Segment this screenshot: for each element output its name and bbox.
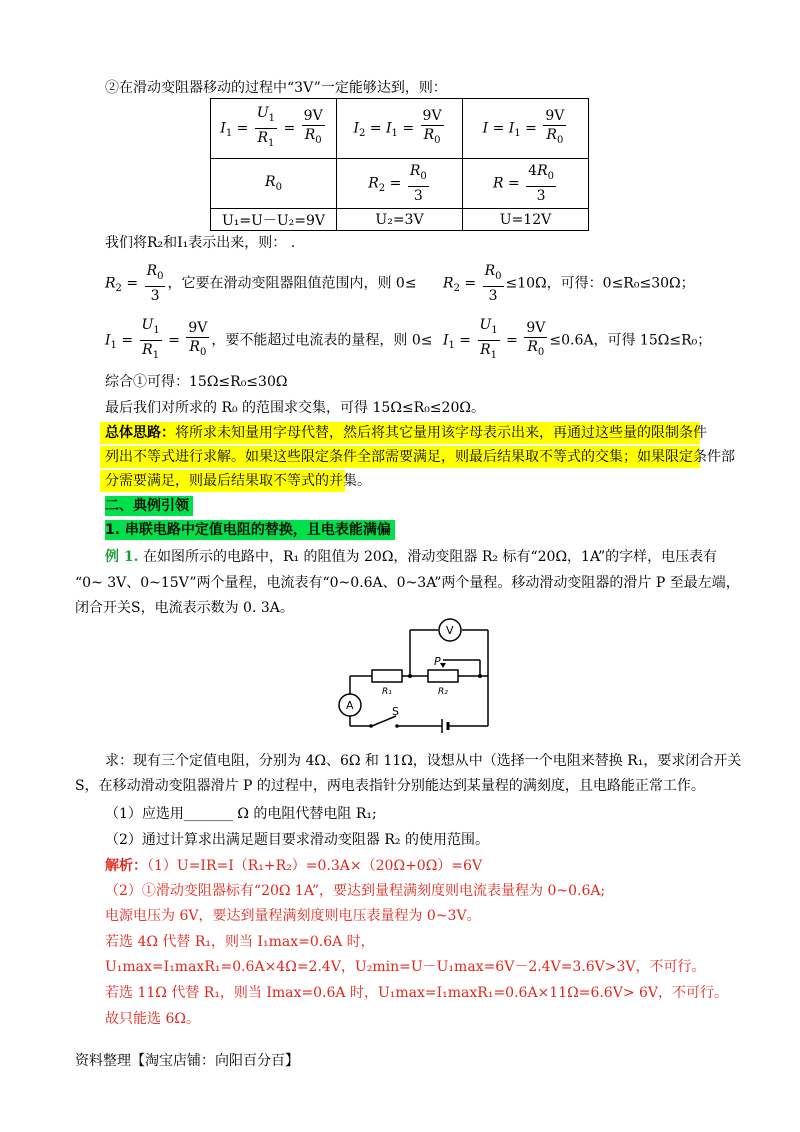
r2-mid: ，它要在滑动变阻器阻值范围内，则 0≤: [167, 275, 417, 292]
solution-line-2: （2）①滑动变阻器标有“20Ω 1A”，要达到量程满刻度则电流表量程为 0~0.6A;: [105, 883, 606, 899]
combine1: 综合①可得：15Ω≤R₀≤30Ω: [105, 374, 288, 390]
summary-line-3: 分需要满足，则最后结果取不等式的并集。: [105, 473, 371, 489]
switch-label: S: [392, 705, 399, 718]
example-line-1: [105, 547, 717, 567]
solution-label: 解析：: [105, 858, 147, 874]
slider-arrow: [440, 663, 446, 668]
r2-tail: ≤10Ω，可得：0≤R₀≤30Ω；: [505, 275, 695, 292]
i1-line: $I_1$ = $\frac{U_1}{R_1}$ = $\frac{9V}{R_0}$ ，要不能超过电流表的量程，则 $0\le I_1$ = $\frac{U_1}{R_1}$ = $\frac{9V}{R_0}$ ≤0.6A，可得 15Ω≤R₀；: [105, 317, 712, 361]
footer: 资料整理【淘宝店铺：向阳百分百】: [75, 1053, 299, 1069]
question-1: （1）应选用_______ Ω 的电阻代替电阻 R₁;: [105, 806, 377, 822]
ammeter-label: A: [346, 699, 354, 712]
table-cell: $R_0$: [211, 159, 337, 209]
derivation-table: [210, 98, 589, 231]
table-cell: U₂=3V: [337, 209, 463, 231]
example-line-3: 闭合开关S，电流表示数为 0. 3A。: [75, 600, 294, 616]
solution-line-6: 若选 11Ω 代替 R₁，则当 Imax=0.6A 时，U₁max=I₁maxR₁=0.6A×11Ω=6.6V> 6V，不可行。: [105, 985, 729, 1001]
solution-line-3: 电源电压为 6V，要达到量程满刻度则电压表量程为 0~3V。: [105, 908, 481, 924]
r2-rheostat: [428, 670, 458, 682]
example-label: 例 1.: [105, 549, 139, 565]
table-cell: R = $\frac{4R_0}{3}$: [463, 159, 589, 209]
r1-label: R₁: [382, 687, 392, 697]
summary-label: 总体思路：: [105, 425, 175, 441]
solution-line-5: U₁max=I₁maxR₁=0.6A×4Ω=2.4V，U₂min=U－U₁max=6V－2.4V=3.6V>3V，不可行。: [105, 959, 706, 975]
r1-resistor: [372, 670, 402, 682]
question-line-2: S，在移动滑动变阻器滑片 P 的过程中，两电表指针分别能达到某量程的满刻度，且电路能正常工作。: [75, 778, 705, 794]
summary-line-1: [105, 423, 707, 443]
i1-tail: ≤0.6A，可得 15Ω≤R₀；: [549, 332, 712, 349]
question-2: （2）通过计算求出满足题目要求滑动变阻器 R₂ 的使用范围。: [105, 832, 489, 848]
i1-mid: ，要不能超过电流表的量程，则 0≤: [211, 332, 433, 349]
table-cell: $I_2 = I_1$ = $\frac{9V}{R_0}$: [337, 99, 463, 159]
slider-label: P: [434, 655, 441, 668]
question-line-1: 求：现有三个定值电阻，分别为 4Ω、6Ω 和 11Ω，设想从中（选择一个电阻来替换 R₁，要求闭合开关: [105, 753, 742, 769]
example-text: 在如图所示的电路中，R₁ 的阻值为 20Ω，滑动变阻器 R₂ 标有“20Ω，1A”的字样，电压表有: [142, 549, 718, 565]
solution-line-4: 若选 4Ω 代替 R₁，则当 I₁max=0.6A 时，: [105, 934, 375, 950]
voltmeter-label: V: [446, 624, 454, 637]
r2-label: R₂: [438, 687, 448, 697]
summary-text: 将所求未知量用字母代替，然后将其它量用该字母表示出来，再通过这些量的限制条件: [175, 425, 707, 441]
solution-line-7: 故只能选 6Ω。: [105, 1011, 200, 1027]
section-heading: 二、典例引领: [105, 496, 193, 516]
solution-line-1: [105, 856, 482, 876]
table-cell: $I = I_1$ = $\frac{9V}{R_0}$: [463, 99, 589, 159]
summary-line-2: 列出不等式进行求解。如果这些限定条件全部需要满足，则最后结果取不等式的交集；如果限定条件部: [105, 449, 735, 465]
circuit-diagram: [330, 618, 510, 748]
table-cell: U₁=U－U₂=9V: [211, 209, 337, 231]
express-line: 我们将R₂和I₁表示出来，则： .: [105, 235, 296, 251]
solution-text: （1）U=IR=I（R₁+R₂）=0.3A×（20Ω+0Ω）=6V: [147, 858, 483, 874]
table-cell: $I_1$ = $\frac{U_1}{R_1}$ = $\frac{9V}{R_0}$: [211, 99, 337, 159]
table-cell: $R_2$ = $\frac{R_0}{3}$: [337, 159, 463, 209]
combine2: 最后我们对所求的 R₀ 的范围求交集，可得 15Ω≤R₀≤20Ω。: [105, 400, 485, 416]
example-line-2: “0~ 3V、0~15V”两个量程，电流表有“0~0.6A、0~3A”两个量程。移动滑动变阻器的滑片 P 至最左端，: [75, 575, 740, 591]
subsection-heading: 1. 串联电路中定值电阻的替换，且电表能满偏: [105, 520, 395, 540]
intro-line: ②在滑动变阻器移动的过程中“3V”一定能够达到，则：: [105, 80, 447, 96]
r2-line: $R_2$ = $\frac{R_0}{3}$ ，它要在滑动变阻器阻值范围内，则 $0\le R_2$ = $\frac{R_0}{3}$ ≤10Ω，可得：0≤R₀≤30Ω；: [105, 263, 695, 304]
table-cell: U=12V: [463, 209, 589, 231]
